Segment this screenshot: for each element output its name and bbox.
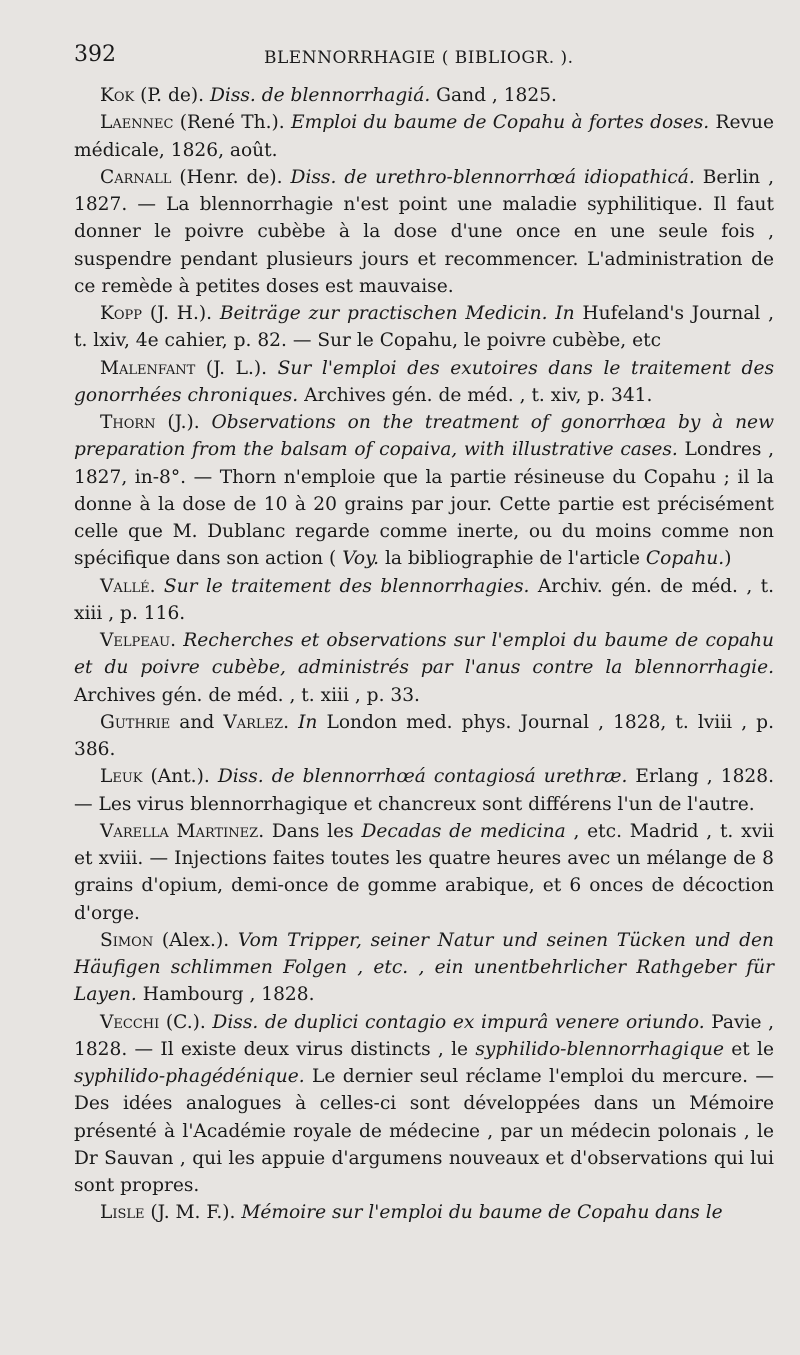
entry-title: Decadas de medicina	[361, 820, 566, 842]
entry-text: Londres , 1827, in-8°. — Thorn n'emploie que la partie résineuse du Copahu ; il la donne à la dose de 10 à 20 grains par jour. Cette partie est précisément celle que M. Dublanc regarde comme inerte, ou du moins comme non spécifique dans son action (	[74, 439, 774, 570]
entry-text: , etc. Madrid , t. xvii et xviii. — Injections faites toutes les quatre heures avec un mélange de 8 grains d'opium, demi-once de gomme arabique, et 6 onces de décoction d'orge.	[74, 820, 774, 924]
entry-author: Kok	[100, 85, 135, 106]
entry-author: Laennec	[100, 112, 174, 134]
entry-text: (J.).	[155, 412, 212, 433]
bibliography-entry	[74, 355, 774, 410]
entry-text: Revue médicale, 1826, août.	[74, 112, 774, 161]
bibliography-entry	[74, 82, 774, 109]
entry-title: Diss. de blennorrhœá contagiosá urethræ.	[217, 766, 628, 788]
bibliography-entry	[74, 818, 774, 927]
entry-title: syphilido-phagédénique.	[74, 1066, 305, 1087]
entry-text: . Dans les	[258, 820, 362, 842]
entry-text: Archiv. gén. de méd. , t. xiii , p. 116.	[74, 575, 775, 624]
entry-title: Beiträge zur practischen Medicin. In	[219, 303, 575, 324]
entry-author: Kopp	[100, 303, 143, 324]
entry-text: .	[170, 630, 184, 651]
entry-text: )	[724, 548, 732, 570]
entry-text: (J. L.).	[195, 357, 278, 379]
entry-text: (Henr. de).	[171, 166, 291, 188]
entry-text: (C.).	[159, 1011, 213, 1033]
running-head: BLENNORRHAGIE ( BIBLIOGR. ).	[264, 48, 574, 68]
entry-author: Vallé	[100, 575, 150, 597]
bibliography-entry	[74, 1009, 774, 1200]
entry-text: Hufeland's Journal , t. lxiv, 4e cahier, p. 82. — Sur le Copahu, le poivre cubèbe, etc	[74, 303, 774, 352]
entry-author: Thorn	[100, 412, 156, 433]
entry-text: Erlang , 1828. — Les virus blennorrhagique et chancreux sont différens l'un de l'autre.	[74, 766, 774, 815]
entry-text: Archives gén. de méd. , t. xiv, p. 341.	[298, 384, 653, 406]
entry-text: (P. de).	[134, 85, 210, 106]
entry-title: Diss. de duplici contagio ex impurâ venere oriundo.	[212, 1011, 705, 1033]
entry-author: Malenfant	[100, 357, 196, 379]
entry-author: Varlez	[223, 711, 284, 733]
bibliography-list	[74, 82, 774, 1227]
bibliography-entry	[74, 409, 774, 573]
page-number: 392	[74, 42, 116, 67]
entry-title: syphilido-blennorrhagique	[475, 1038, 725, 1060]
bibliography-entry	[74, 164, 774, 300]
entry-text: (J. H.).	[142, 303, 220, 324]
entry-text: (Ant.).	[142, 766, 218, 788]
entry-text: London med. phys. Journal , 1828, t. lviii , p. 386.	[74, 711, 774, 760]
entry-author: Simon	[100, 929, 154, 951]
bibliography-entry	[74, 709, 774, 764]
entry-title: Voy.	[342, 548, 380, 570]
entry-title: Diss. de blennorrhagiá.	[209, 85, 431, 106]
page-header	[74, 42, 774, 72]
entry-text: Berlin , 1827. — La blennorrhagie n'est point une maladie syphilitique. Il faut donner le poivre cubèbe à la dose d'une once en une seule fois , suspendre pendant plusieurs jours et recommencer. L'administration de ce remède à petites doses est mauvaise.	[74, 166, 774, 297]
entry-text: and	[170, 711, 224, 733]
entry-text: et le	[724, 1038, 774, 1060]
entry-text: Pavie , 1828. — Il existe deux virus distincts , le	[74, 1011, 774, 1060]
entry-text: (Alex.).	[153, 929, 238, 951]
entry-title: Emploi du baume de Copahu à fortes doses.	[291, 112, 710, 134]
entry-title: In	[298, 711, 318, 733]
entry-author: Vecchi	[100, 1011, 160, 1033]
bibliography-entry	[74, 627, 774, 709]
bibliography-entry	[74, 109, 774, 164]
entry-title: Copahu.	[645, 548, 725, 570]
bibliography-entry	[74, 573, 774, 628]
entry-text: la bibliographie de l'article	[379, 548, 646, 570]
entry-title: Recherches et observations sur l'emploi du baume de copahu et du poivre cubèbe, administrés par l'anus contre la blennorrhagie.	[74, 630, 775, 679]
entry-text: .	[149, 575, 164, 597]
entry-text: (René Th.).	[173, 112, 292, 134]
entry-author: Velpeau	[100, 630, 171, 651]
entry-text: Gand , 1825.	[430, 85, 557, 106]
entry-title: Vom Tripper, seiner Natur und seinen Tücken und den Häufigen schlimmen Folgen , etc. , ein unentbehrlicher Rathgeber für Layen.	[74, 929, 774, 1006]
entry-title: Diss. de urethro-blennorrhœá idiopathicá.	[290, 166, 695, 188]
bibliography-entry	[74, 1199, 774, 1226]
entry-title: Sur l'emploi des exutoires dans le traitement des gonorrhées chroniques.	[74, 357, 775, 406]
entry-text: Hambourg , 1828.	[136, 984, 315, 1006]
entry-author: Varella Martinez	[100, 820, 259, 842]
entry-author: Guthrie	[100, 711, 171, 733]
entry-title: Mémoire sur l'emploi du baume de Copahu dans le	[241, 1202, 723, 1224]
entry-text: .	[283, 711, 299, 733]
entry-title: Observations on the treatment of gonorrhœa by à new preparation from the balsam of copaiva, with illustrative cases.	[74, 412, 774, 461]
entry-text: (J. M. F.).	[144, 1202, 242, 1224]
bibliography-entry	[74, 300, 774, 355]
entry-author: Carnall	[100, 166, 172, 188]
entry-text: Archives gén. de méd. , t. xiii , p. 33.	[74, 684, 420, 706]
entry-author: Leuk	[100, 766, 143, 788]
bibliography-entry	[74, 763, 774, 818]
entry-text: Le dernier seul réclame l'emploi du mercure. — Des idées analogues à celles-ci sont développées dans un Mémoire présenté à l'Académie royale de médecine , par un médecin polonais , le Dr Sauvan , qui les appuie d'argumens nouveaux et d'observations qui lui sont propres.	[74, 1066, 774, 1196]
entry-title: Sur le traitement des blennorrhagies.	[163, 575, 530, 597]
entry-author: Lisle	[100, 1202, 145, 1224]
bibliography-entry	[74, 927, 774, 1009]
